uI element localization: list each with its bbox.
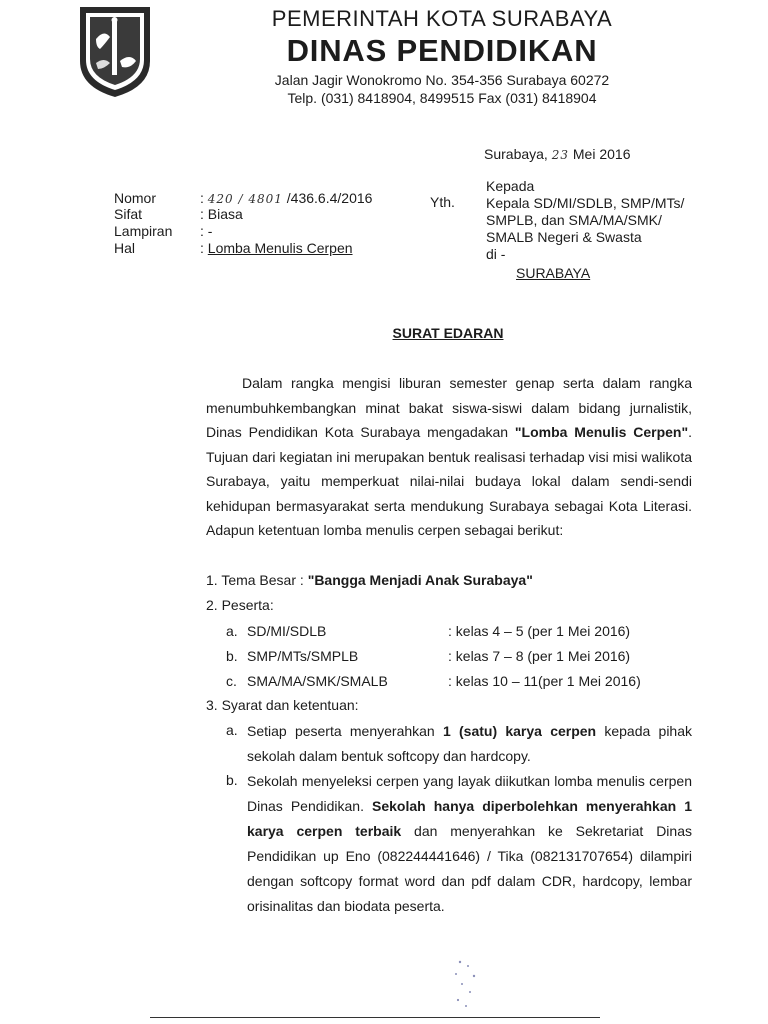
peserta-detail-b: : kelas 7 – 8 (per 1 Mei 2016) bbox=[448, 648, 631, 664]
sifat-value: : Biasa bbox=[200, 206, 243, 222]
city-crest-logo bbox=[74, 3, 156, 99]
faint-stamp-mark bbox=[448, 952, 498, 1012]
syarat-b-text: Sekolah menyeleksi cerpen yang layak diikutkan lomba menulis cerpen Dinas Pendidikan. Sekolah hanya diperbolehkan menyerahkan 1 karya cerpen terbaik dan menyerahkan ke Sekretariat Dinas Pendidikan up Eno (082244441646) / Tika (082131707654) dilampiri dengan softcopy format word dan pdf dalam CDR, hardcopy, lembar orisinalitas dan biodata peserta. bbox=[247, 773, 692, 914]
letter-title: SURAT EDARAN bbox=[392, 325, 504, 341]
nomor-value: : 420 / 4801 /436.6.4/2016 bbox=[200, 190, 373, 206]
syarat-a-text: Setiap peserta menyerahkan 1 (satu) karya cerpen kepada pihak sekolah dalam bentuk softcopy dan hardcopy. bbox=[247, 723, 692, 764]
peserta-level-a: SD/MI/SDLB bbox=[247, 623, 327, 639]
footer-rule bbox=[150, 1017, 600, 1018]
item-tema: 1. Tema Besar : "Bangga Menjadi Anak Surabaya" bbox=[206, 572, 533, 588]
item-peserta-label: 2. Peserta: bbox=[206, 597, 274, 613]
syarat-letter-a: a. bbox=[226, 722, 238, 738]
hal-label: Hal bbox=[114, 240, 136, 256]
peserta-level-c: SMA/MA/SMK/SMALB bbox=[247, 673, 388, 689]
peserta-level-b: SMP/MTs/SMPLB bbox=[247, 648, 359, 664]
office-name: DINAS PENDIDIKAN bbox=[286, 33, 598, 68]
peserta-detail-c: : kelas 10 – 11(per 1 Mei 2016) bbox=[448, 673, 641, 689]
recipient-city: SURABAYA bbox=[516, 265, 591, 281]
body-paragraph: Dalam rangka mengisi liburan semester genap serta dalam rangka menumbuhkembangkan minat bakat siswa-siswi dalam bidang jurnalistik, Dinas Pendidikan Kota Surabaya mengadakan "Lomba Menulis Cerpen". Tujuan dari kegiatan ini merupakan bentuk realisasi terhadap visi misi walikota Surabaya, yaitu memperkuat nilai-nilai budaya lokal dalam sendi-sendi kehidupan bermasyarakat serta mendukung Surabaya sebagai Kota Literasi. Adapun ketentuan lomba menulis cerpen sebagai berikut: bbox=[206, 375, 692, 538]
item-syarat-label: 3. Syarat dan ketentuan: bbox=[206, 697, 359, 713]
peserta-letter-c: c. bbox=[226, 673, 237, 689]
handwritten-number: 420 / 4801 bbox=[207, 192, 283, 206]
lampiran-value: : - bbox=[200, 223, 213, 239]
yth-label: Yth. bbox=[430, 194, 455, 210]
recipient-block: Kepada Kepala SD/MI/SDLB, SMP/MTs/ SMPLB, dan SMA/MA/SMK/ SMALB Negeri & Swasta di - SURABAYA bbox=[486, 178, 685, 281]
handwritten-day: 23 bbox=[551, 148, 569, 162]
lampiran-label: Lampiran bbox=[114, 223, 173, 239]
peserta-detail-a: : kelas 4 – 5 (per 1 Mei 2016) bbox=[448, 623, 631, 639]
government-name: PEMERINTAH KOTA SURABAYA bbox=[271, 6, 613, 31]
nomor-label: Nomor bbox=[114, 190, 157, 206]
office-phone: Telp. (031) 8418904, 8499515 Fax (031) 8418904 bbox=[287, 90, 597, 106]
peserta-letter-a: a. bbox=[226, 623, 238, 639]
office-address: Jalan Jagir Wonokromo No. 354-356 Surabaya 60272 bbox=[274, 72, 610, 88]
letter-date: Surabaya, 23 Mei 2016 bbox=[484, 146, 631, 162]
peserta-letter-b: b. bbox=[226, 648, 238, 664]
syarat-letter-b: b. bbox=[226, 772, 238, 788]
hal-value: : Lomba Menulis Cerpen bbox=[200, 240, 353, 256]
sifat-label: Sifat bbox=[114, 206, 143, 222]
